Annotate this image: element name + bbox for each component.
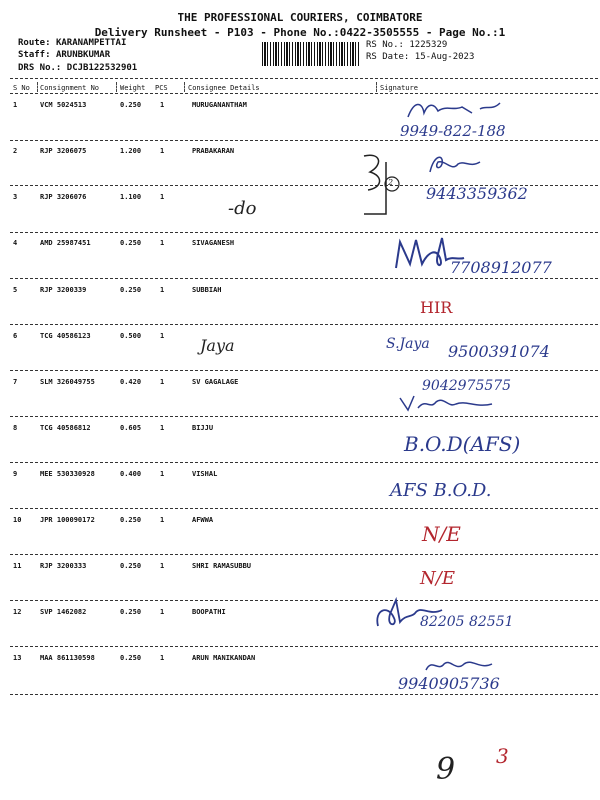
row-weight: 0.605 (120, 424, 142, 432)
header-top-rule (10, 78, 598, 79)
row-pcs: 1 (160, 101, 165, 109)
row-weight: 0.250 (120, 562, 142, 570)
row-weight: 1.200 (120, 147, 142, 155)
signature-scribble-1 (400, 97, 530, 123)
row-pcs: 1 (160, 332, 165, 340)
row-consignment: AMD 25987451 (40, 239, 91, 247)
row-weight: 0.250 (120, 516, 142, 524)
staff-label: Staff: (18, 50, 51, 60)
row-divider (10, 694, 598, 695)
row-consignment: MAA 861130598 (40, 654, 95, 662)
row-pcs: 1 (160, 147, 165, 155)
row-consignment: RJP 3200339 (40, 286, 87, 294)
row-consignee: ARUN MANIKANDAN (192, 654, 256, 662)
signature-8: B.O.D(AFS) (404, 432, 521, 456)
row-consignee: SIVAGANESH (192, 239, 235, 247)
drs-value: DCJB122532901 (66, 63, 138, 73)
company-title: THE PROFESSIONAL COURIERS, COIMBATORE (177, 11, 423, 24)
signature-10: N/E (422, 522, 461, 546)
signature-6-prefix: S.Jaya (386, 336, 430, 352)
rs-no-label: RS No.: (366, 40, 404, 50)
row-divider (10, 140, 598, 141)
footer-handwritten-mark-red: 3 (496, 744, 509, 768)
signature-scribble-7 (396, 392, 506, 414)
signature-12: 82205 82551 (420, 614, 514, 630)
row-divider (10, 324, 598, 325)
row-divider (10, 462, 598, 463)
row-sno: 4 (13, 239, 18, 247)
row-divider (10, 370, 598, 371)
row-weight: 0.250 (120, 654, 142, 662)
row-pcs: 1 (160, 424, 165, 432)
col-sep (376, 82, 377, 92)
row-pcs: 1 (160, 470, 165, 478)
signature-9: AFS B.O.D. (390, 480, 492, 501)
row-sno: 12 (13, 608, 22, 616)
signature-scribble-13 (420, 656, 500, 676)
row-sno: 2 (13, 147, 18, 155)
row-sno: 8 (13, 424, 18, 432)
row-divider (10, 278, 598, 279)
row-consignee: PRABAKARAN (192, 147, 235, 155)
col-header-weight: Weight (120, 84, 146, 92)
signature-11: N/E (420, 568, 455, 589)
rs-date-line (366, 52, 474, 62)
col-sep (37, 82, 38, 92)
col-header-sno: S No (13, 84, 30, 92)
row-pcs: 1 (160, 562, 165, 570)
signature-7: 9042975575 (422, 378, 512, 394)
row-pcs: 1 (160, 193, 165, 201)
row-sno: 7 (13, 378, 18, 386)
route-value: KARANAMPETTAI (55, 38, 127, 48)
row-sno: 13 (13, 654, 22, 662)
signature-6: 9500391074 (448, 342, 550, 361)
row6-consignee-handwritten: Jaya (200, 336, 235, 355)
row-sno: 9 (13, 470, 18, 478)
col-header-signature: Signature (380, 84, 418, 92)
footer-handwritten-mark: 9 (436, 752, 456, 787)
row-consignment: SLM 326049755 (40, 378, 95, 386)
drs-label: DRS No.: (18, 63, 62, 73)
row-consignment: TCG 40586812 (40, 424, 91, 432)
col-sep (184, 82, 185, 92)
row-weight: 0.250 (120, 286, 142, 294)
row-consignee: SUBBIAH (192, 286, 222, 294)
row-divider (10, 600, 598, 601)
route-line (18, 38, 126, 48)
row-pcs: 1 (160, 286, 165, 294)
do-bracket-mark (356, 150, 416, 222)
rs-no-line (366, 40, 447, 50)
row-weight: 0.250 (120, 608, 142, 616)
col-header-pcs: PCS (155, 84, 168, 92)
signature-13: 9940905736 (398, 674, 500, 693)
row-pcs: 1 (160, 516, 165, 524)
row-consignee: VISHAL (192, 470, 218, 478)
signature-5: HIR (420, 298, 453, 317)
rs-date-label: RS Date: (366, 52, 410, 62)
drs-line (18, 63, 137, 73)
barcode (262, 42, 360, 66)
row-consignment: RJP 3200333 (40, 562, 87, 570)
row-sno: 5 (13, 286, 18, 294)
staff-line (18, 50, 110, 60)
runsheet-subtitle: Delivery Runsheet - P103 - Phone No.:0422-3505555 - Page No.:1 (94, 26, 506, 39)
row-consignee: SV GAGALAGE (192, 378, 239, 386)
row-divider (10, 508, 598, 509)
row-consignee: MURUGANANTHAM (192, 101, 247, 109)
row-pcs: 1 (160, 608, 165, 616)
row-consignee: BIJJU (192, 424, 214, 432)
ditto-mark: -do (228, 198, 257, 219)
col-sep (116, 82, 117, 92)
row-weight: 1.100 (120, 193, 142, 201)
header-bottom-rule (10, 93, 598, 94)
row-consignment: JPR 100090172 (40, 516, 95, 524)
signature-1: 9949-822-188 (400, 122, 506, 140)
row-consignee: BOOPATHI (192, 608, 226, 616)
row-consignee: SHRI RAMASUBBU (192, 562, 252, 570)
row-pcs: 1 (160, 654, 165, 662)
staff-value: ARUNBKUMAR (55, 50, 111, 60)
row-pcs: 1 (160, 378, 165, 386)
row-consignee: AFWWA (192, 516, 214, 524)
circled-number: 2 (388, 178, 394, 187)
row-sno: 11 (13, 562, 22, 570)
row-sno: 1 (13, 101, 18, 109)
col-header-consignee: Consignee Details (188, 84, 260, 92)
row-sno: 6 (13, 332, 18, 340)
row-divider (10, 554, 598, 555)
row-weight: 0.420 (120, 378, 142, 386)
signature-4: 7708912077 (450, 258, 552, 277)
col-header-consignment: Consignment No (40, 84, 100, 92)
rs-no-value: 1225329 (409, 40, 448, 50)
row-weight: 0.500 (120, 332, 142, 340)
rs-date-value: 15-Aug-2023 (414, 52, 475, 62)
row-consignment: VCM 5024513 (40, 101, 87, 109)
row-sno: 3 (13, 193, 18, 201)
row-consignment: SVP 1462082 (40, 608, 87, 616)
row-pcs: 1 (160, 239, 165, 247)
signature-3: 9443359362 (426, 184, 528, 203)
signature-scribble-2 (424, 150, 484, 176)
row-weight: 0.250 (120, 239, 142, 247)
row-divider (10, 646, 598, 647)
row-weight: 0.250 (120, 101, 142, 109)
row-consignment: MEE 530330928 (40, 470, 95, 478)
route-label: Route: (18, 38, 51, 48)
row-divider (10, 416, 598, 417)
row-consignment: TCG 40586123 (40, 332, 91, 340)
row-consignment: RJP 3206076 (40, 193, 87, 201)
row-divider (10, 232, 598, 233)
row-weight: 0.400 (120, 470, 142, 478)
row-consignment: RJP 3206075 (40, 147, 87, 155)
row-sno: 10 (13, 516, 22, 524)
